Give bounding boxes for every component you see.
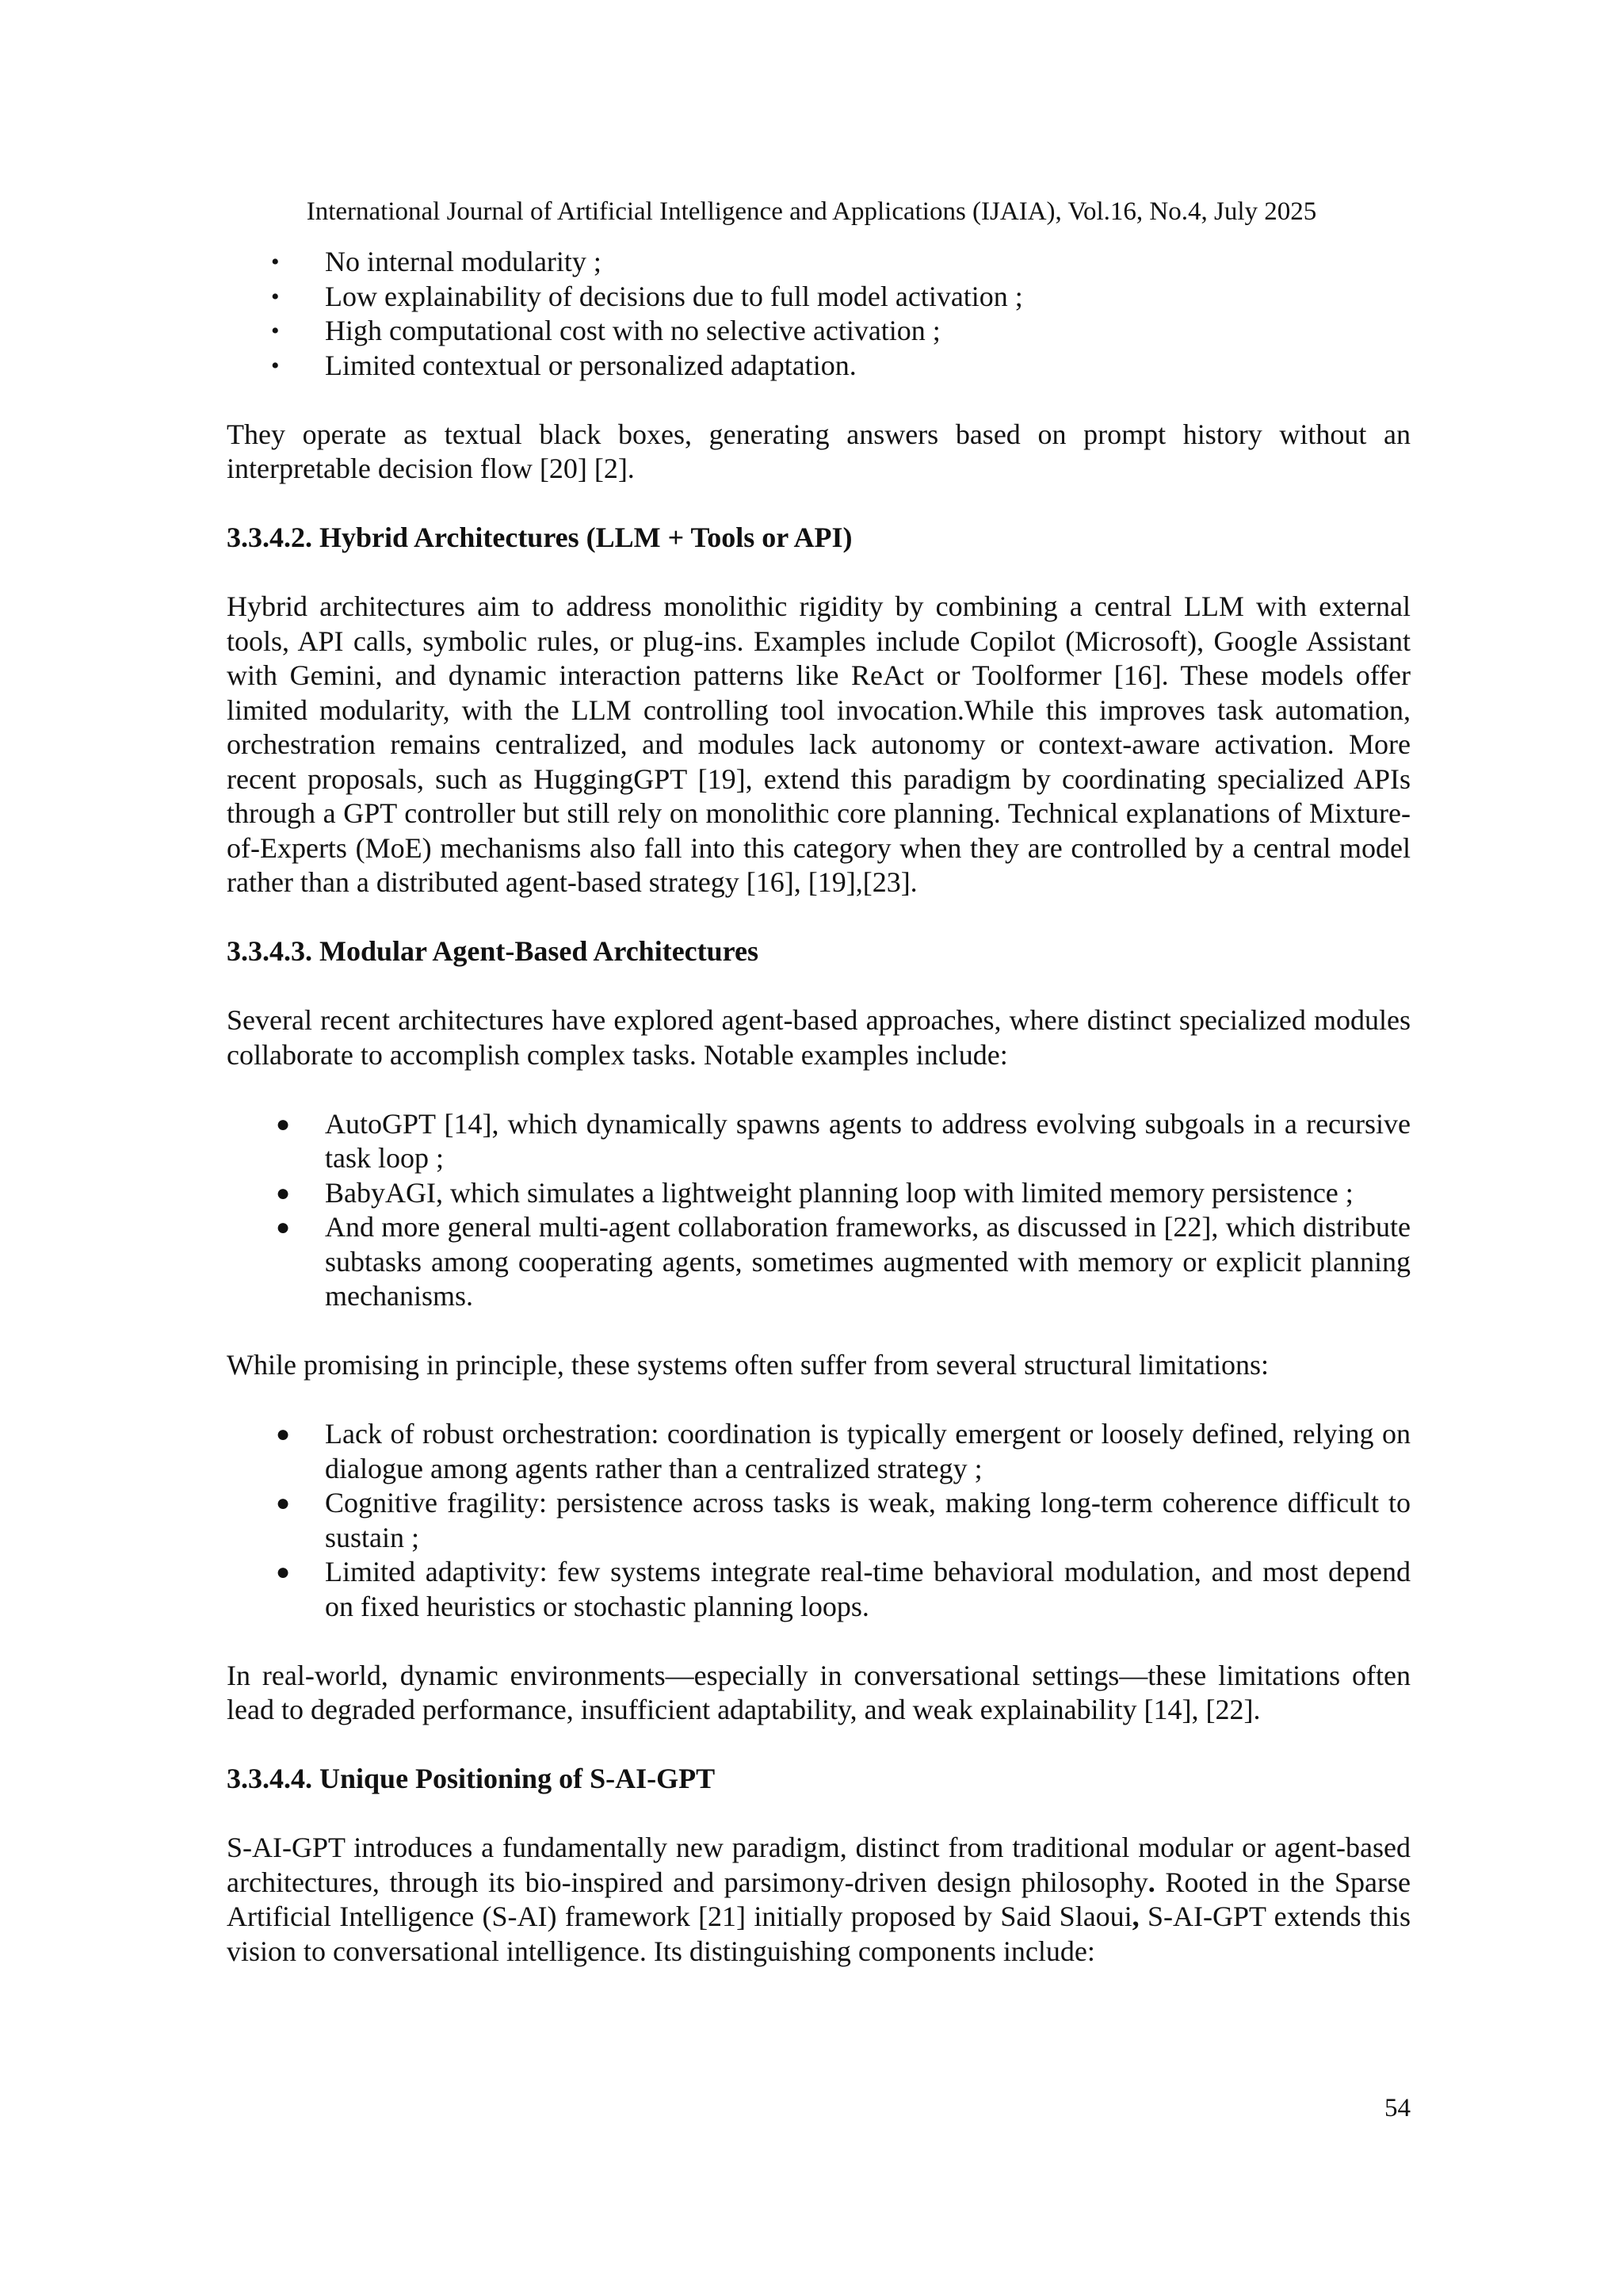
bullet-icon: ● [276,1559,291,1585]
list-item: • No internal modularity ; [227,245,1411,280]
bullet-icon: ● [276,1421,291,1447]
bullet-icon: • [271,318,280,344]
structural-limitations-list [227,1417,1411,1624]
bullet-icon: ● [276,1179,291,1206]
list-item: • Low explainability of decisions due to full model activation ; [227,280,1411,315]
list-item: ● Cognitive fragility: persistence across tasks is weak, making long-term coherence difficult to sustain ; [276,1487,1411,1553]
agent-examples-list [227,1107,1411,1314]
bullet-icon: • [271,352,280,379]
list-item: • High computational cost with no selective activation ; [227,314,1411,349]
heading-3-3-4-2: 3.3.4.2. Hybrid Architectures (LLM + Tools or API) [227,521,853,553]
heading-3-3-4-4: 3.3.4.4. Unique Positioning of S-AI-GPT [227,1763,716,1794]
paragraph-limitations-intro: While promising in principle, these systems often suffer from several structural limitations: [227,1349,1270,1381]
page-content [227,245,1411,1969]
page-number: 54 [1384,2094,1411,2122]
list-item: ● AutoGPT [14], which dynamically spawns agents to address evolving subgoals in a recursive task loop ; [276,1107,1411,1174]
paragraph-blackbox: They operate as textual black boxes, generating answers based on prompt history without an interpretable decision flow [20] [2]. [227,418,1411,484]
list-item: • Limited contextual or personalized adaptation. [227,349,1411,384]
bullet-icon: ● [276,1214,291,1240]
paragraph-hybrid-architectures: Hybrid architectures aim to address monolithic rigidity by combining a central LLM with external tools, API calls, symbolic rules, or plug-ins. Examples include Copilot (Microsoft), Google Assistant with Gemini, and dynamic interaction patterns like ReAct or Toolformer [16]. These models offer limited modularity, with the LLM controlling tool invocation.While this improves task automation, orchestration remains centralized, and modules lack autonomy or context-aware activation. More recent proposals, such as HuggingGPT [19], extend this paradigm by coordinating specialized APIs through a GPT controller but still rely on monolithic core planning. Technical explanations of Mixture-of-Experts (MoE) mechanisms also fall into this category when they are controlled by a central model rather than a distributed agent-based strategy [16], [19],[23]. [227,590,1411,898]
heading-3-3-4-3: 3.3.4.3. Modular Agent-Based Architectures [227,935,758,967]
bullet-icon: ● [276,1490,291,1516]
list-item: ● Lack of robust orchestration: coordination is typically emergent or loosely defined, relying on dialogue among agents rather than a centralized strategy ; [276,1418,1411,1484]
list-item: ● BabyAGI, which simulates a lightweight planning loop with limited memory persistence ; [227,1176,1411,1211]
bullet-icon: ● [276,1110,291,1137]
monolithic-limitations-list [227,245,1411,383]
list-item: ● Limited adaptivity: few systems integrate real-time behavioral modulation, and most depend on fixed heuristics or stochastic planning loops. [276,1556,1411,1622]
running-header: International Journal of Artificial Intelligence and Applications (IJAIA), Vol.16, No.4, July 2025 [306,197,1317,226]
paragraph-real-world: In real-world, dynamic environments—especially in conversational settings—these limitations often lead to degraded performance, insufficient adaptability, and weak explainability [14], [22]. [227,1659,1411,1725]
list-item: ● And more general multi-agent collaboration frameworks, as discussed in [22], which distribute subtasks among cooperating agents, sometimes augmented with memory or explicit planning mechanisms. [276,1211,1411,1312]
paragraph-s-ai-gpt: S-AI-GPT introduces a fundamentally new paradigm, distinct from traditional modular or agent-based architectures, through its bio-inspired and parsimony-driven design philosophy. Rooted in the Sparse Artificial Intelligence (S-AI) framework [21] initially proposed by Said Slaoui, S-AI-GPT extends this vision to conversational intelligence. Its distinguishing components include: [227,1832,1411,1967]
paragraph-agent-intro: Several recent architectures have explored agent-based approaches, where distinct specialized modules collaborate to accomplish complex tasks. Notable examples include: [227,1004,1411,1071]
bullet-icon: • [271,283,280,310]
bullet-icon: • [271,249,280,275]
